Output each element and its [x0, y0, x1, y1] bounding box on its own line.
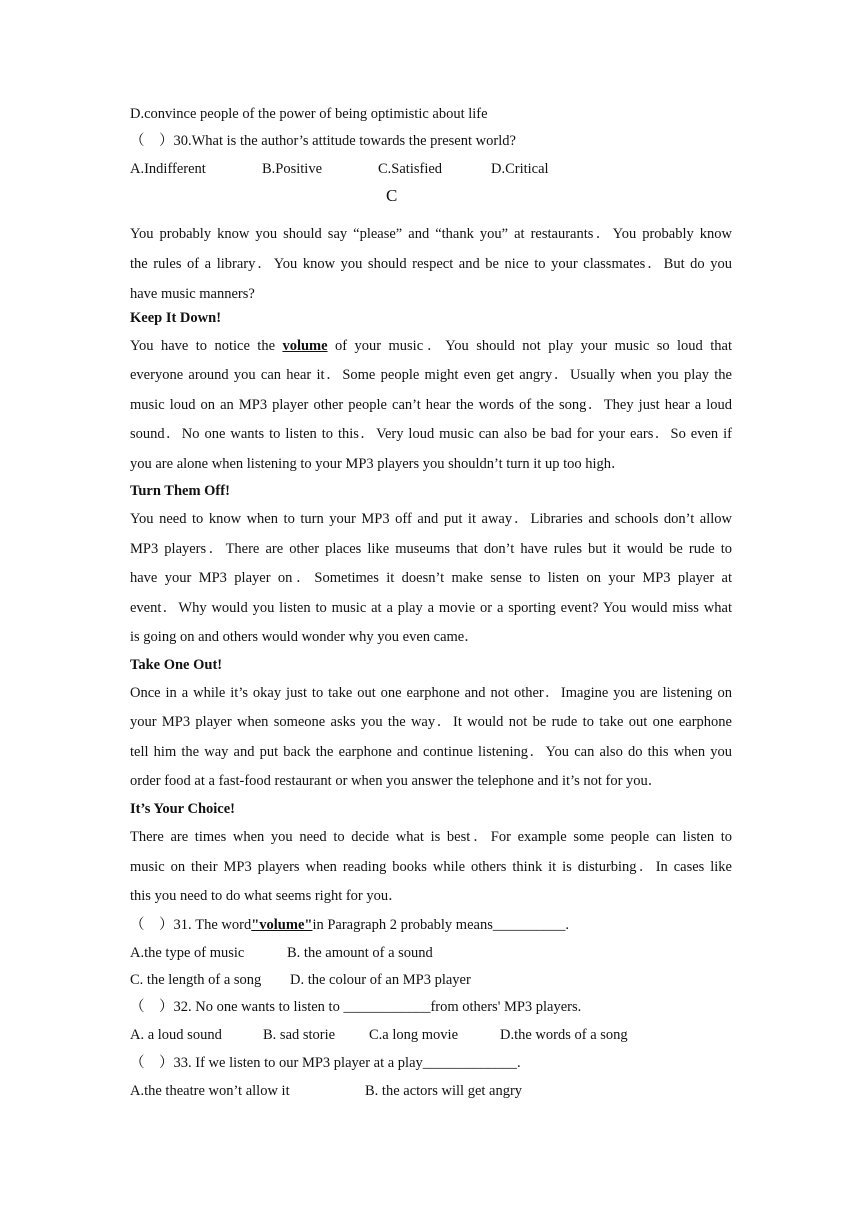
option-a: A.the theatre won’t allow it	[130, 1083, 290, 1099]
paragraph-line: You need to know when to turn your MP3 off and put it away．Libraries and schools don’t allow	[130, 511, 732, 527]
question-32	[130, 997, 581, 1017]
option-c: C.Satisfied	[378, 161, 443, 177]
question-text: in Paragraph 2 probably means__________.	[312, 917, 569, 933]
question-30	[130, 131, 516, 151]
question-32-options	[130, 1025, 628, 1045]
answer-blank: （ ）	[130, 917, 174, 933]
text-fragment: You have to notice the	[130, 338, 283, 354]
question-text: 31. The word	[173, 917, 252, 933]
paragraph-line: MP3 players．There are other places like museums that don’t have rules but it would be rude to	[130, 541, 732, 557]
intro-line-3: have music manners?	[130, 286, 255, 302]
paragraph-line: everyone around you can hear it．Some people might even get angry．Usually when you play the	[130, 367, 732, 383]
option-b: B. the amount of a sound	[287, 945, 433, 961]
answer-blank: （ ）	[130, 1055, 174, 1071]
paragraph-line: music on their MP3 players when reading books while others think it is disturbing．In cases like	[130, 859, 732, 875]
option-d: D.Critical	[491, 161, 549, 177]
section-heading: Keep It Down!	[130, 310, 222, 326]
paragraph-line: order food at a fast-food restaurant or when you answer the telephone and it’s not for you．	[130, 773, 663, 789]
option-c: C. the length of a song	[130, 972, 262, 988]
paragraph-line: have your MP3 player on．Sometimes it doesn’t make sense to listen on your MP3 player at	[130, 570, 732, 586]
answer-blank: （ ）	[130, 999, 174, 1015]
question-31	[130, 915, 569, 935]
paragraph-line: tell him the way and put back the earphone and continue listening．You can also do this when you	[130, 744, 732, 760]
paragraph-line: music loud on an MP3 player other people can’t hear the words of the song．They just hear a loud	[130, 397, 732, 413]
paragraph-line: this you need to do what seems right for you．	[130, 888, 403, 904]
question-text: 33. If we listen to our MP3 player at a play_____________.	[173, 1055, 521, 1071]
paragraph-line: is going on and others would wonder why you even came．	[130, 629, 479, 645]
text-fragment: of your music．You should not play your music so loud that	[327, 338, 732, 354]
section-letter: C	[386, 186, 398, 205]
option-a: A.Indifferent	[130, 161, 206, 177]
option-d: D. the colour of an MP3 player	[290, 972, 471, 988]
question-33-options	[130, 1081, 522, 1101]
option-c: C.a long movie	[369, 1027, 459, 1043]
option-b: B. sad storie	[263, 1027, 336, 1043]
paragraph-line: event．Why would you listen to music at a play a movie or a sporting event? You would miss what	[130, 600, 732, 616]
question-33	[130, 1053, 521, 1073]
answer-blank: （ ）	[130, 133, 174, 149]
section-heading: Take One Out!	[130, 657, 223, 673]
paragraph-line: your MP3 player when someone asks you the way．It would not be rude to take out one earphone	[130, 714, 732, 730]
option-d-q29: D.convince people of the power of being optimistic about life	[130, 106, 488, 122]
intro-line-2: the rules of a library．You know you should respect and be nice to your classmates．But do you	[130, 256, 732, 272]
underlined-word: volume	[282, 338, 328, 354]
option-a: A. a loud sound	[130, 1027, 222, 1043]
option-a: A.the type of music	[130, 945, 245, 961]
paragraph-line: There are times when you need to decide what is best．For example some people can listen to	[130, 829, 732, 845]
intro-line-1: You probably know you should say “please” and “thank you” at restaurants．You probably know	[130, 226, 732, 242]
option-b: B. the actors will get angry	[365, 1083, 523, 1099]
question-text: 32. No one wants to listen to ____________from others' MP3 players.	[173, 999, 582, 1015]
underlined-word: "volume"	[251, 917, 313, 933]
paragraph-line: sound．No one wants to listen to this．Very loud music can also be bad for your ears．So even if	[130, 426, 732, 442]
question-30-text: 30.What is the author’s attitude towards the present world?	[173, 133, 516, 149]
question-31-options-row2	[130, 970, 471, 990]
section-heading: It’s Your Choice!	[130, 801, 235, 817]
question-31-options-row1	[130, 943, 433, 963]
paragraph-line: Once in a while it’s okay just to take out one earphone and not other．Imagine you are listening on	[130, 685, 732, 701]
paragraph-line: you are alone when listening to your MP3 players you shouldn’t turn it up too high．	[130, 456, 626, 472]
option-d: D.the words of a song	[500, 1027, 628, 1043]
paragraph-line	[130, 336, 732, 356]
option-b: B.Positive	[262, 161, 323, 177]
section-heading: Turn Them Off!	[130, 483, 230, 499]
question-30-options	[130, 159, 549, 179]
